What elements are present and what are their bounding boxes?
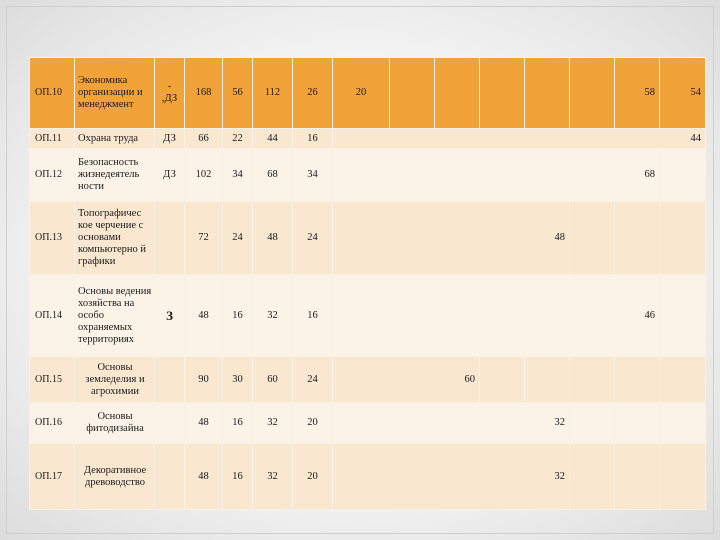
row-name: Топографичес кое черчение с основами компьютерно й графики	[75, 202, 155, 275]
row-form	[155, 403, 185, 444]
row-lectures: 24	[223, 202, 253, 275]
table-row	[30, 129, 706, 149]
row-semester-6	[570, 357, 615, 403]
row-lectures: 16	[223, 275, 253, 357]
row-semester-8: 44	[333, 129, 706, 149]
row-self-study: 24	[293, 357, 333, 403]
row-semester-7: 46	[333, 275, 660, 357]
row-name: Основы фитодизайна	[75, 403, 155, 444]
row-semester-7	[615, 444, 660, 510]
row-total: 66	[185, 129, 223, 149]
row-semester-8	[660, 149, 706, 202]
table-row	[30, 58, 706, 129]
table-row	[30, 444, 706, 510]
row-semester-7: 68	[333, 149, 660, 202]
row-code: ОП.11	[30, 129, 75, 149]
row-total: 102	[185, 149, 223, 202]
row-semester-5	[525, 357, 570, 403]
row-code: ОП.14	[30, 275, 75, 357]
row-semester-8	[660, 202, 706, 275]
row-semester-5: 32	[333, 403, 570, 444]
row-name: Основы ведения хозяйства на особо охраняемых территориях	[75, 275, 155, 357]
table-row	[30, 403, 706, 444]
row-form	[155, 444, 185, 510]
row-semester-7: 58	[615, 58, 660, 129]
row-semester-6	[570, 403, 615, 444]
row-practice: 32	[253, 403, 293, 444]
row-semester-5	[525, 58, 570, 129]
row-lectures: 30	[223, 357, 253, 403]
row-total: 90	[185, 357, 223, 403]
row-code: ОП.15	[30, 357, 75, 403]
row-total: 72	[185, 202, 223, 275]
row-code: ОП.10	[30, 58, 75, 129]
row-form: ДЗ	[155, 149, 185, 202]
row-code: ОП.16	[30, 403, 75, 444]
row-self-study: 16	[293, 129, 333, 149]
row-lectures: 16	[223, 403, 253, 444]
row-lectures: 56	[223, 58, 253, 129]
table-row	[30, 149, 706, 202]
table-row	[30, 357, 706, 403]
row-form: З	[155, 275, 185, 357]
row-lectures: 16	[223, 444, 253, 510]
row-lectures: 34	[223, 149, 253, 202]
row-semester-6	[570, 202, 615, 275]
curriculum-table	[29, 57, 706, 510]
row-practice: 112	[253, 58, 293, 129]
row-semester-8: 54	[660, 58, 706, 129]
row-semester-5: 32	[333, 444, 570, 510]
row-semester-8	[660, 444, 706, 510]
row-self-study: 34	[293, 149, 333, 202]
row-code: ОП.12	[30, 149, 75, 202]
row-name: Безопасность жизнедеятель ности	[75, 149, 155, 202]
row-code: ОП.17	[30, 444, 75, 510]
row-form	[155, 357, 185, 403]
row-form	[155, 202, 185, 275]
row-self-study: 20	[293, 403, 333, 444]
row-total: 48	[185, 275, 223, 357]
row-practice: 48	[253, 202, 293, 275]
row-self-study: 26	[293, 58, 333, 129]
row-name: Экономика организации и менеджмент	[75, 58, 155, 129]
row-semester-5: 48	[333, 202, 570, 275]
row-name: Охрана труда	[75, 129, 155, 149]
row-form: - ,ДЗ	[155, 58, 185, 129]
row-code: ОП.13	[30, 202, 75, 275]
table-row	[30, 202, 706, 275]
row-semester-4	[480, 58, 525, 129]
row-practice: 32	[253, 444, 293, 510]
row-self-study: 20	[293, 444, 333, 510]
row-practice: 44	[253, 129, 293, 149]
row-total: 48	[185, 403, 223, 444]
row-semester-4	[480, 357, 525, 403]
row-semester-8	[660, 275, 706, 357]
row-semester-6	[570, 444, 615, 510]
row-semester-6	[570, 58, 615, 129]
row-total: 48	[185, 444, 223, 510]
row-self-study: 16	[293, 275, 333, 357]
row-name: Основы земледелия и агрохимии	[75, 357, 155, 403]
row-total: 168	[185, 58, 223, 129]
table-row	[30, 275, 706, 357]
row-semester-8	[660, 357, 706, 403]
row-practice: 32	[253, 275, 293, 357]
row-semester-7	[615, 357, 660, 403]
row-semester-3	[435, 58, 480, 129]
row-semester-1: 20	[333, 58, 390, 129]
row-form: ДЗ	[155, 129, 185, 149]
row-semester-3: 60	[333, 357, 480, 403]
row-semester-2	[390, 58, 435, 129]
row-practice: 60	[253, 357, 293, 403]
row-semester-7	[615, 403, 660, 444]
row-semester-7	[615, 202, 660, 275]
row-name: Декоративное древоводство	[75, 444, 155, 510]
row-practice: 68	[253, 149, 293, 202]
row-lectures: 22	[223, 129, 253, 149]
row-self-study: 24	[293, 202, 333, 275]
row-semester-8	[660, 403, 706, 444]
